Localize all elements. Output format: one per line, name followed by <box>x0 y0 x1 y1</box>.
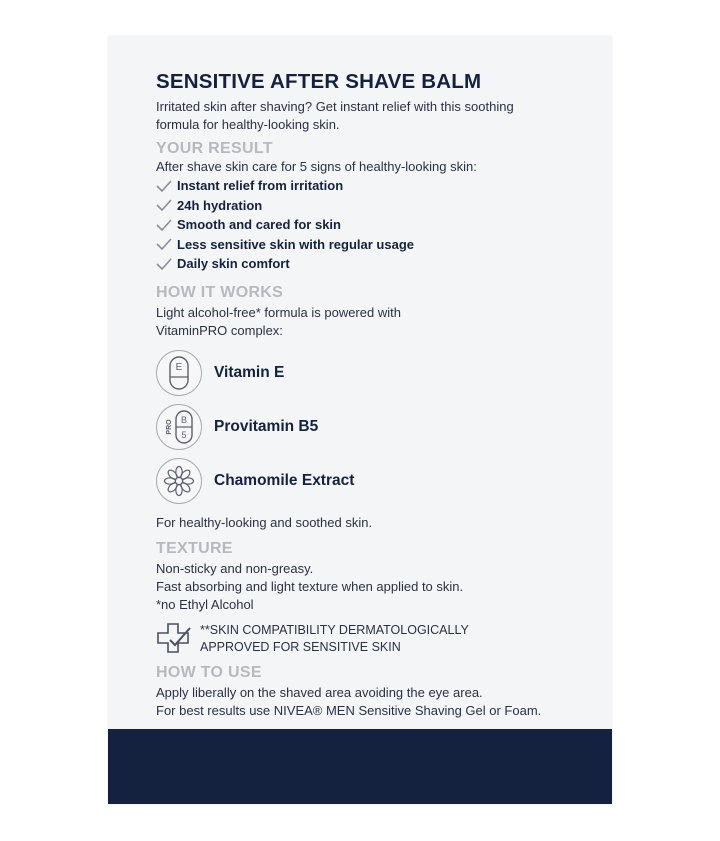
texture-line: Non-sticky and non-greasy. <box>156 560 314 576</box>
how-to-use-heading: HOW TO USE <box>156 663 262 681</box>
dermatology-cross-check-icon <box>156 622 192 656</box>
svg-text:B: B <box>180 414 188 425</box>
texture-line: *no Ethyl Alcohol <box>156 596 254 612</box>
ingredient-label: Provitamin B5 <box>214 417 319 435</box>
vitamin-e-capsule-icon <box>156 350 202 396</box>
compatibility-line: APPROVED FOR SENSITIVE SKIN <box>200 639 401 654</box>
result-item-label: Instant relief from irritation <box>177 178 344 193</box>
ingredient-list <box>156 346 592 508</box>
compatibility-line: **SKIN COMPATIBILITY DERMATOLOGICALLY <box>200 622 469 637</box>
list-item <box>156 235 592 255</box>
list-item <box>156 176 592 196</box>
intro-line: Irritated skin after shaving? Get instant relief with this soothing <box>156 99 514 114</box>
your-result-heading: YOUR RESULT <box>156 140 273 157</box>
result-item-label: Smooth and cared for skin <box>177 217 341 232</box>
checkmark-icon <box>156 219 172 231</box>
how-it-works-lead: VitaminPRO complex: <box>156 322 283 338</box>
product-box-panel <box>108 36 612 804</box>
svg-text:E: E <box>175 361 183 373</box>
ingredient-label: Vitamin E <box>214 363 285 381</box>
product-title: SENSITIVE AFTER SHAVE BALM <box>156 70 482 93</box>
list-item <box>156 215 592 235</box>
intro-line: formula for healthy-looking skin. <box>156 117 340 132</box>
how-to-use-line: For best results use NIVEA® MEN Sensitive Shaving Gel or Foam. <box>156 702 542 718</box>
how-it-works-heading: HOW IT WORKS <box>156 283 284 301</box>
how-to-use-line: Apply liberally on the shaved area avoiding the eye area. <box>156 684 483 700</box>
skin-compatibility-claim <box>156 622 592 656</box>
provitamin-b5-capsule-icon <box>156 404 202 450</box>
how-it-works-closing: For healthy-looking and soothed skin. <box>156 514 373 530</box>
how-it-works-lead: Light alcohol-free* formula is powered with <box>156 304 401 320</box>
ingredient-vitamin-e <box>156 346 592 400</box>
svg-text:PRO: PRO <box>166 418 173 435</box>
panel-content <box>156 70 592 720</box>
result-item-label: Daily skin comfort <box>177 256 290 271</box>
chamomile-flower-icon <box>156 458 202 504</box>
ingredient-provitamin-b5 <box>156 400 592 454</box>
texture-heading: TEXTURE <box>156 539 233 557</box>
result-item-label: Less sensitive skin with regular usage <box>177 236 414 252</box>
result-list <box>156 176 592 274</box>
list-item <box>156 254 592 274</box>
texture-line: Fast absorbing and light texture when applied to skin. <box>156 578 464 594</box>
list-item <box>156 196 592 216</box>
checkmark-icon <box>156 258 172 270</box>
your-result-lead: After shave skin care for 5 signs of healthy-looking skin: <box>156 159 477 174</box>
ingredient-label: Chamomile Extract <box>214 471 355 489</box>
navy-bottom-band <box>108 729 612 804</box>
checkmark-icon <box>156 180 172 192</box>
checkmark-icon <box>156 238 172 250</box>
checkmark-icon <box>156 199 172 211</box>
ingredient-chamomile <box>156 454 592 508</box>
svg-text:5: 5 <box>181 429 187 440</box>
result-item-label: 24h hydration <box>177 197 263 213</box>
